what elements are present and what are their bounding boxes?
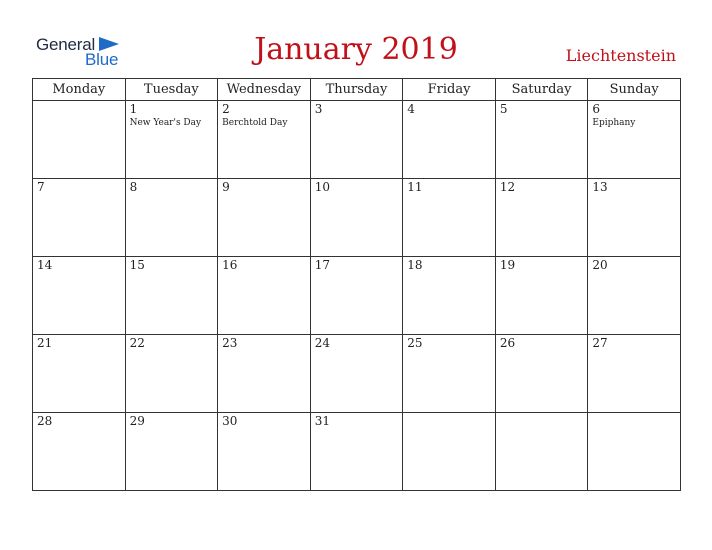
day-cell xyxy=(588,335,681,413)
holiday-label: New Year's Day xyxy=(129,118,202,128)
day-cell xyxy=(33,413,126,491)
holiday-label xyxy=(218,350,310,351)
day-number: 8 xyxy=(129,180,138,194)
holiday-label xyxy=(311,116,403,117)
holiday-label xyxy=(496,414,588,415)
day-cell xyxy=(403,179,496,257)
day-number: 17 xyxy=(314,258,330,272)
holiday-label: Berchtold Day xyxy=(222,118,288,128)
holiday-label xyxy=(218,428,310,429)
holiday-label xyxy=(403,414,495,415)
day-number: 30 xyxy=(222,414,238,428)
day-number: 31 xyxy=(314,414,330,428)
day-cell xyxy=(588,179,681,257)
day-cell xyxy=(310,257,403,335)
weekday-header: Saturday xyxy=(495,79,588,101)
holiday-label xyxy=(218,194,310,195)
holiday-label xyxy=(496,350,588,351)
day-number: 20 xyxy=(592,258,608,272)
week-row xyxy=(33,335,681,413)
day-cell xyxy=(33,101,126,179)
day-number: 25 xyxy=(407,336,423,350)
holiday-label xyxy=(218,272,310,273)
week-row xyxy=(33,179,681,257)
holiday-label xyxy=(33,272,125,273)
day-cell xyxy=(495,179,588,257)
holiday-label xyxy=(33,102,125,103)
day-cell xyxy=(125,335,218,413)
day-number: 11 xyxy=(407,180,423,194)
holiday-label xyxy=(126,428,218,429)
day-cell xyxy=(588,413,681,491)
day-cell xyxy=(125,413,218,491)
calendar-body xyxy=(33,101,681,491)
weekday-header: Wednesday xyxy=(218,79,311,101)
week-row xyxy=(33,101,681,179)
day-number: 19 xyxy=(499,258,516,272)
holiday-label xyxy=(311,272,403,273)
holiday-label xyxy=(588,414,680,415)
holiday-label xyxy=(311,428,403,429)
day-cell xyxy=(218,413,311,491)
day-number: 9 xyxy=(222,180,230,194)
day-cell xyxy=(310,335,403,413)
day-cell xyxy=(495,335,588,413)
day-cell xyxy=(33,335,126,413)
day-cell xyxy=(403,413,496,491)
holiday-label xyxy=(403,350,495,351)
holiday-label xyxy=(588,194,680,195)
day-cell xyxy=(218,179,311,257)
holiday-label xyxy=(33,428,125,429)
day-number: 16 xyxy=(222,258,238,272)
holiday-label xyxy=(126,350,218,351)
holiday-label: Epiphany xyxy=(592,118,636,128)
day-cell xyxy=(310,413,403,491)
day-number: 23 xyxy=(222,336,238,350)
day-number: 3 xyxy=(314,102,323,116)
day-cell xyxy=(125,179,218,257)
week-row xyxy=(33,257,681,335)
holiday-label xyxy=(311,194,403,195)
weekday-header: Tuesday xyxy=(125,79,218,101)
day-number: 10 xyxy=(314,180,330,194)
day-number: 2 xyxy=(222,102,230,116)
holiday-label xyxy=(496,116,588,117)
holiday-label xyxy=(33,350,125,351)
day-cell xyxy=(495,257,588,335)
day-cell xyxy=(125,257,218,335)
holiday-label xyxy=(588,272,680,273)
day-number: 12 xyxy=(499,180,516,194)
day-cell xyxy=(495,413,588,491)
day-number: 18 xyxy=(407,258,423,272)
day-cell xyxy=(495,101,588,179)
day-number: 22 xyxy=(129,336,145,350)
day-number: 13 xyxy=(592,180,608,194)
weekday-header: Sunday xyxy=(588,79,681,101)
weekday-header: Thursday xyxy=(310,79,403,101)
day-number: 4 xyxy=(407,102,415,116)
day-number: 28 xyxy=(37,414,53,428)
holiday-label xyxy=(403,194,495,195)
holiday-label xyxy=(403,272,495,273)
day-cell xyxy=(125,101,218,179)
day-cell xyxy=(310,179,403,257)
day-number: 27 xyxy=(592,336,608,350)
holiday-label xyxy=(311,350,403,351)
holiday-label xyxy=(496,194,588,195)
calendar-grid xyxy=(32,78,681,491)
holiday-label xyxy=(33,194,125,195)
holiday-label xyxy=(588,350,680,351)
day-number: 1 xyxy=(129,102,138,116)
day-cell xyxy=(403,257,496,335)
holiday-label xyxy=(126,194,218,195)
day-number: 29 xyxy=(129,414,145,428)
day-cell xyxy=(33,179,126,257)
weekday-header: Friday xyxy=(403,79,496,101)
holiday-label xyxy=(403,116,495,117)
calendar-title: January 2019 xyxy=(254,32,458,67)
weekday-header-row xyxy=(33,79,681,101)
day-cell xyxy=(218,335,311,413)
day-number: 6 xyxy=(592,102,601,116)
logo-text-general: General xyxy=(36,35,96,54)
day-number: 15 xyxy=(129,258,145,272)
day-cell xyxy=(588,101,681,179)
country-label: Liechtenstein xyxy=(565,46,676,65)
week-row xyxy=(33,413,681,491)
holiday-label xyxy=(496,272,588,273)
day-cell xyxy=(588,257,681,335)
day-number: 21 xyxy=(37,336,53,350)
day-number: 7 xyxy=(37,180,45,194)
day-cell xyxy=(310,101,403,179)
day-cell xyxy=(218,257,311,335)
weekday-header: Monday xyxy=(33,79,126,101)
day-number: 14 xyxy=(37,258,53,272)
day-number: 5 xyxy=(499,102,508,116)
logo-text-blue: Blue xyxy=(85,50,119,69)
day-number: 26 xyxy=(499,336,516,350)
holiday-label xyxy=(126,272,218,273)
day-cell xyxy=(403,335,496,413)
day-cell xyxy=(33,257,126,335)
day-cell xyxy=(218,101,311,179)
day-cell xyxy=(403,101,496,179)
day-number: 24 xyxy=(314,336,330,350)
